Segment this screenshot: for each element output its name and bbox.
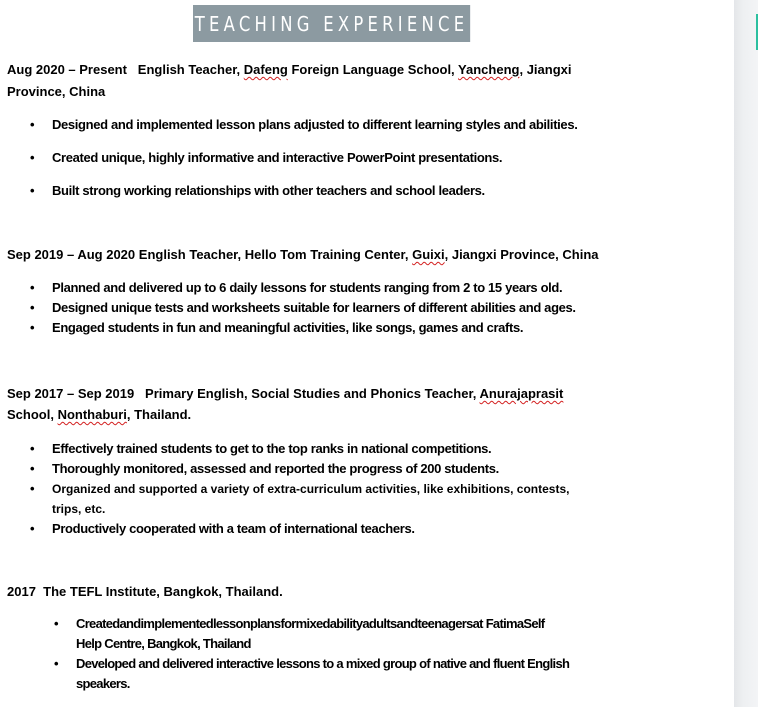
list-item-cont	[76, 674, 569, 694]
bullet-text: Effectively trained students to get to the top ranks in national competitions.	[52, 441, 492, 456]
entry-role	[139, 247, 599, 262]
bullet-text: Developed and delivered interactive lessons to a mixed group of native and fluent English	[76, 656, 570, 671]
entry-heading	[7, 244, 599, 266]
list-item	[30, 278, 576, 298]
list-item	[54, 614, 569, 634]
entry-dates: Sep 2017 – Sep 2019	[7, 386, 135, 401]
role-text: , Jiangxi	[519, 62, 572, 77]
role-text: English Teacher, Hello Tom Training Center,	[138, 247, 413, 262]
bullet-icon: •	[30, 461, 35, 476]
role-text: , Thailand.	[126, 407, 192, 422]
entry-dates: Sep 2019 – Aug 2020	[7, 247, 136, 262]
bullet-text: Thoroughly monitored, assessed and reported the progress of 200 students.	[52, 461, 499, 476]
bullet-icon: •	[30, 521, 35, 536]
bullet-list	[54, 614, 570, 694]
role-text: English Teacher,	[137, 62, 244, 77]
list-item	[30, 298, 576, 318]
bullet-text: Organized and supported a variety of extra-curriculum activities, like exhibitions, contests,	[52, 482, 570, 496]
bullet-icon: •	[30, 300, 35, 315]
list-item	[30, 148, 577, 168]
entry-role-cont: Province, China	[7, 84, 106, 99]
bullet-text-cont: speakers.	[76, 676, 130, 691]
entry-role	[138, 62, 572, 77]
list-item	[30, 519, 569, 539]
bullet-list	[30, 439, 570, 539]
role-text: Foreign Language School,	[287, 62, 459, 77]
list-item-cont	[76, 634, 569, 654]
list-item	[54, 654, 570, 674]
section-title: TEACHING EXPERIENCE	[194, 11, 469, 36]
entry-heading	[7, 581, 283, 603]
bullet-text: Productively cooperated with a team of international teachers.	[52, 521, 415, 536]
bullet-text-cont: trips, etc.	[52, 502, 106, 516]
bullet-text: Built strong working relationships with other teachers and school leaders.	[52, 183, 485, 198]
list-item	[30, 479, 570, 499]
bullet-list	[30, 115, 578, 201]
bullet-text: Designed unique tests and worksheets suitable for learners of different abilities and ages.	[52, 300, 576, 315]
list-item-cont	[52, 499, 569, 519]
bullet-icon: •	[30, 441, 35, 456]
entry-heading-cont	[7, 81, 105, 103]
list-item	[30, 181, 577, 201]
list-item	[30, 459, 569, 479]
entry-dates: Aug 2020 – Present	[7, 62, 127, 77]
list-item	[30, 439, 569, 459]
entry-role: The TEFL Institute, Bangkok, Thailand.	[43, 584, 283, 599]
bullet-icon: •	[30, 320, 35, 335]
bullet-text: Createdandimplementedlessonplansformixedabilityadultsandteenagersat FatimaSelf	[76, 616, 545, 631]
bullet-icon: •	[30, 183, 35, 198]
bullet-icon: •	[30, 280, 35, 295]
role-text: Primary English, Social Studies and Phonics Teacher,	[145, 386, 480, 401]
misspelled-word[interactable]: Dafeng	[243, 62, 288, 77]
misspelled-word[interactable]: Nonthaburi	[57, 407, 127, 422]
entry-role	[145, 386, 563, 401]
role-text: , Jiangxi Province, China	[444, 247, 599, 262]
misspelled-word[interactable]: Yancheng	[458, 62, 520, 77]
bullet-text: Engaged students in fun and meaningful activities, like songs, games and crafts.	[52, 320, 524, 335]
entry-heading-cont	[7, 404, 191, 426]
bullet-icon: •	[54, 656, 58, 671]
list-item	[30, 318, 576, 338]
entry-dates: 2017	[7, 584, 36, 599]
entry-heading	[7, 59, 572, 81]
misspelled-word[interactable]: Anurajaprasit	[479, 386, 564, 401]
bullet-text: Created unique, highly informative and interactive PowerPoint presentations.	[52, 150, 503, 165]
bullet-list	[30, 278, 576, 338]
bullet-text: Planned and delivered up to 6 daily lessons for students ranging from 2 to 15 years old.	[52, 280, 563, 295]
bullet-icon: •	[30, 481, 35, 496]
misspelled-word[interactable]: Guixi	[412, 247, 445, 262]
bullet-icon: •	[54, 616, 58, 631]
editor-gutter	[734, 0, 758, 707]
bullet-icon: •	[30, 117, 35, 132]
section-header	[193, 5, 470, 42]
entry-heading	[7, 383, 563, 405]
bullet-text: Designed and implemented lesson plans adjusted to different learning styles and abilities.	[52, 117, 578, 132]
list-item	[30, 115, 578, 135]
bullet-icon: •	[30, 150, 35, 165]
role-text: School,	[7, 407, 58, 422]
bullet-text-cont: Help Centre, Bangkok, Thailand	[76, 636, 251, 651]
